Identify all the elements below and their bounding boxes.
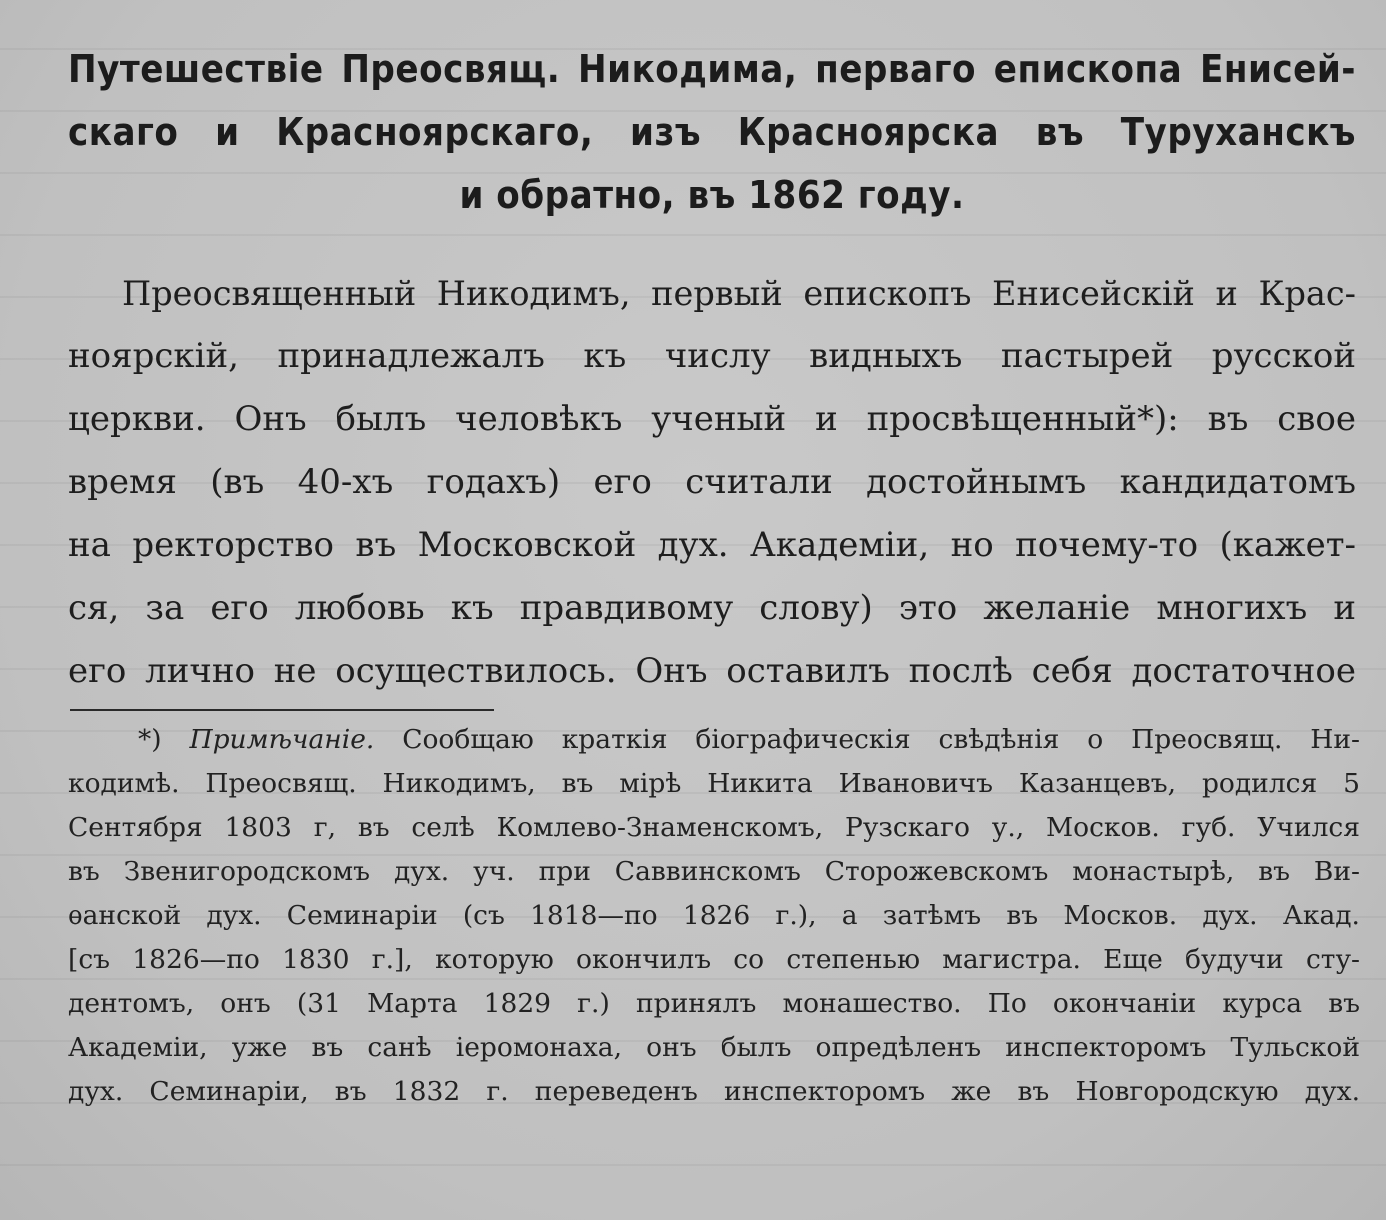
title-line-1: Путешествіе Преосвящ. Никодима, перваго епископа Енисей- <box>68 47 1356 91</box>
body-line-3: церкви. Онъ былъ человѣкъ ученый и просвѣщенный*): въ свое <box>68 399 1356 439</box>
footnote-line-3: Сентября 1803 г, въ селѣ Комлево-Знаменскомъ, Рузскаго у., Москов. губ. Учился <box>68 812 1360 843</box>
footnote-line-2: кодимѣ. Преосвящ. Никодимъ, въ мірѣ Никита Ивановичъ Казанцевъ, родился 5 <box>68 768 1360 799</box>
body-line-5: на ректорство въ Московской дух. Академіи, но почему-то (кажет- <box>68 525 1356 565</box>
body-line-7: его лично не осуществилось. Онъ оставилъ послѣ себя достаточное <box>68 651 1356 691</box>
footnote-line-5: ѳанской дух. Семинаріи (съ 1818—по 1826 г.), а затѣмъ въ Москов. дух. Акад. <box>68 900 1360 931</box>
body-line-4: время (въ 40-хъ годахъ) его считали достойнымъ кандидатомъ <box>68 462 1356 502</box>
footnote-divider <box>70 709 494 711</box>
article-title <box>68 38 1356 227</box>
footnote-line-4: въ Звенигородскомъ дух. уч. при Саввинскомъ Сторожевскомъ монастырѣ, въ Ви- <box>68 856 1360 887</box>
footnote-label: Примѣчаніе. <box>189 724 375 755</box>
footnote-line-1-text: Сообщаю краткія біографическія свѣдѣнія о Преосвящ. Ни- <box>374 724 1360 755</box>
body-line-2: ноярскій, принадлежалъ къ числу видныхъ пастырей русской <box>68 336 1356 376</box>
footnote-line-6: [съ 1826—по 1830 г.], которую окончилъ со степенью магистра. Еще будучи сту- <box>68 944 1360 975</box>
footnote <box>68 718 1360 1114</box>
body-line-1: Преосвященный Никодимъ, первый епископъ Енисейскій и Крас- <box>122 274 1356 313</box>
footnote-line-7: дентомъ, онъ (31 Марта 1829 г.) принялъ монашество. По окончаніи курса въ <box>68 988 1360 1019</box>
title-line-3: и обратно, въ 1862 году. <box>459 173 965 217</box>
footnote-marker: *) <box>138 724 190 755</box>
body-paragraph <box>68 262 1356 703</box>
footnote-line-8: Академіи, уже въ санѣ іеромонаха, онъ былъ опредѣленъ инспекторомъ Тульской <box>68 1032 1360 1063</box>
footnote-line-1 <box>68 718 1360 762</box>
footnote-line-9: дух. Семинаріи, въ 1832 г. переведенъ инспекторомъ же въ Новгородскую дух. <box>68 1076 1360 1107</box>
body-line-6: ся, за его любовь къ правдивому слову) это желаніе многихъ и <box>68 588 1356 628</box>
title-line-2: скаго и Красноярскаго, изъ Красноярска въ Туруханскъ <box>68 110 1356 154</box>
